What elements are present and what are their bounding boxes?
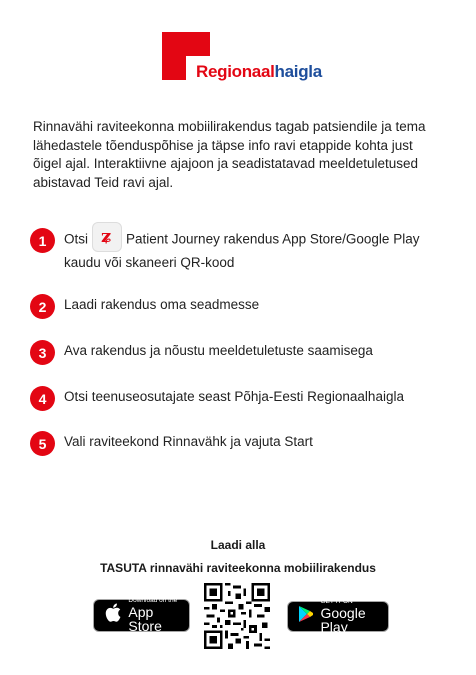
- step-number: 2: [30, 294, 55, 319]
- step-4: 4 Otsi teenuseosutajate seast Põhja-Eesti Regionaalhaigla: [30, 386, 404, 411]
- regionaalhaigla-logo: [162, 32, 322, 88]
- apple-icon: [102, 603, 123, 628]
- play-icon: [296, 605, 315, 629]
- download-title: Laadi alla: [210, 538, 266, 552]
- logo-text: Regionaalhaigla: [196, 62, 322, 81]
- patient-journey-app-icon: ʑ: [92, 222, 122, 252]
- step-number: 5: [30, 431, 55, 456]
- step-number: 1: [30, 228, 55, 253]
- qr-code[interactable]: [204, 583, 270, 649]
- step-2: 2 Laadi rakendus oma seadmesse: [30, 294, 259, 319]
- step-number: 4: [30, 386, 55, 411]
- step-5: 5 Vali raviteekond Rinnavähk ja vajuta Start: [30, 431, 313, 456]
- app-store-button[interactable]: Download on the App Store: [93, 599, 190, 632]
- google-play-button[interactable]: GET IT ON Google Play: [287, 601, 389, 632]
- step-3: 3 Ava rakendus ja nõustu meeldetuletuste saamisega: [30, 340, 373, 365]
- step-number: 3: [30, 340, 55, 365]
- step-1: 1 Otsi ʑ Patient Journey rakendus App Store/Google Play kaudu või skaneeri QR-kood: [30, 228, 419, 274]
- intro-paragraph: Rinnavähi raviteekonna mobiilirakendus tagab patsiendile ja tema lähedastele tõenduspõhise ja täpse info ravi etappide kohta just õigel ajal. Interaktiivne ajajoon ja seadistatavad meeldetuletused abistavad Teid ravi ajal.: [33, 119, 426, 190]
- download-subtitle: TASUTA rinnavähi raviteekonna mobiilirakendus: [100, 561, 376, 575]
